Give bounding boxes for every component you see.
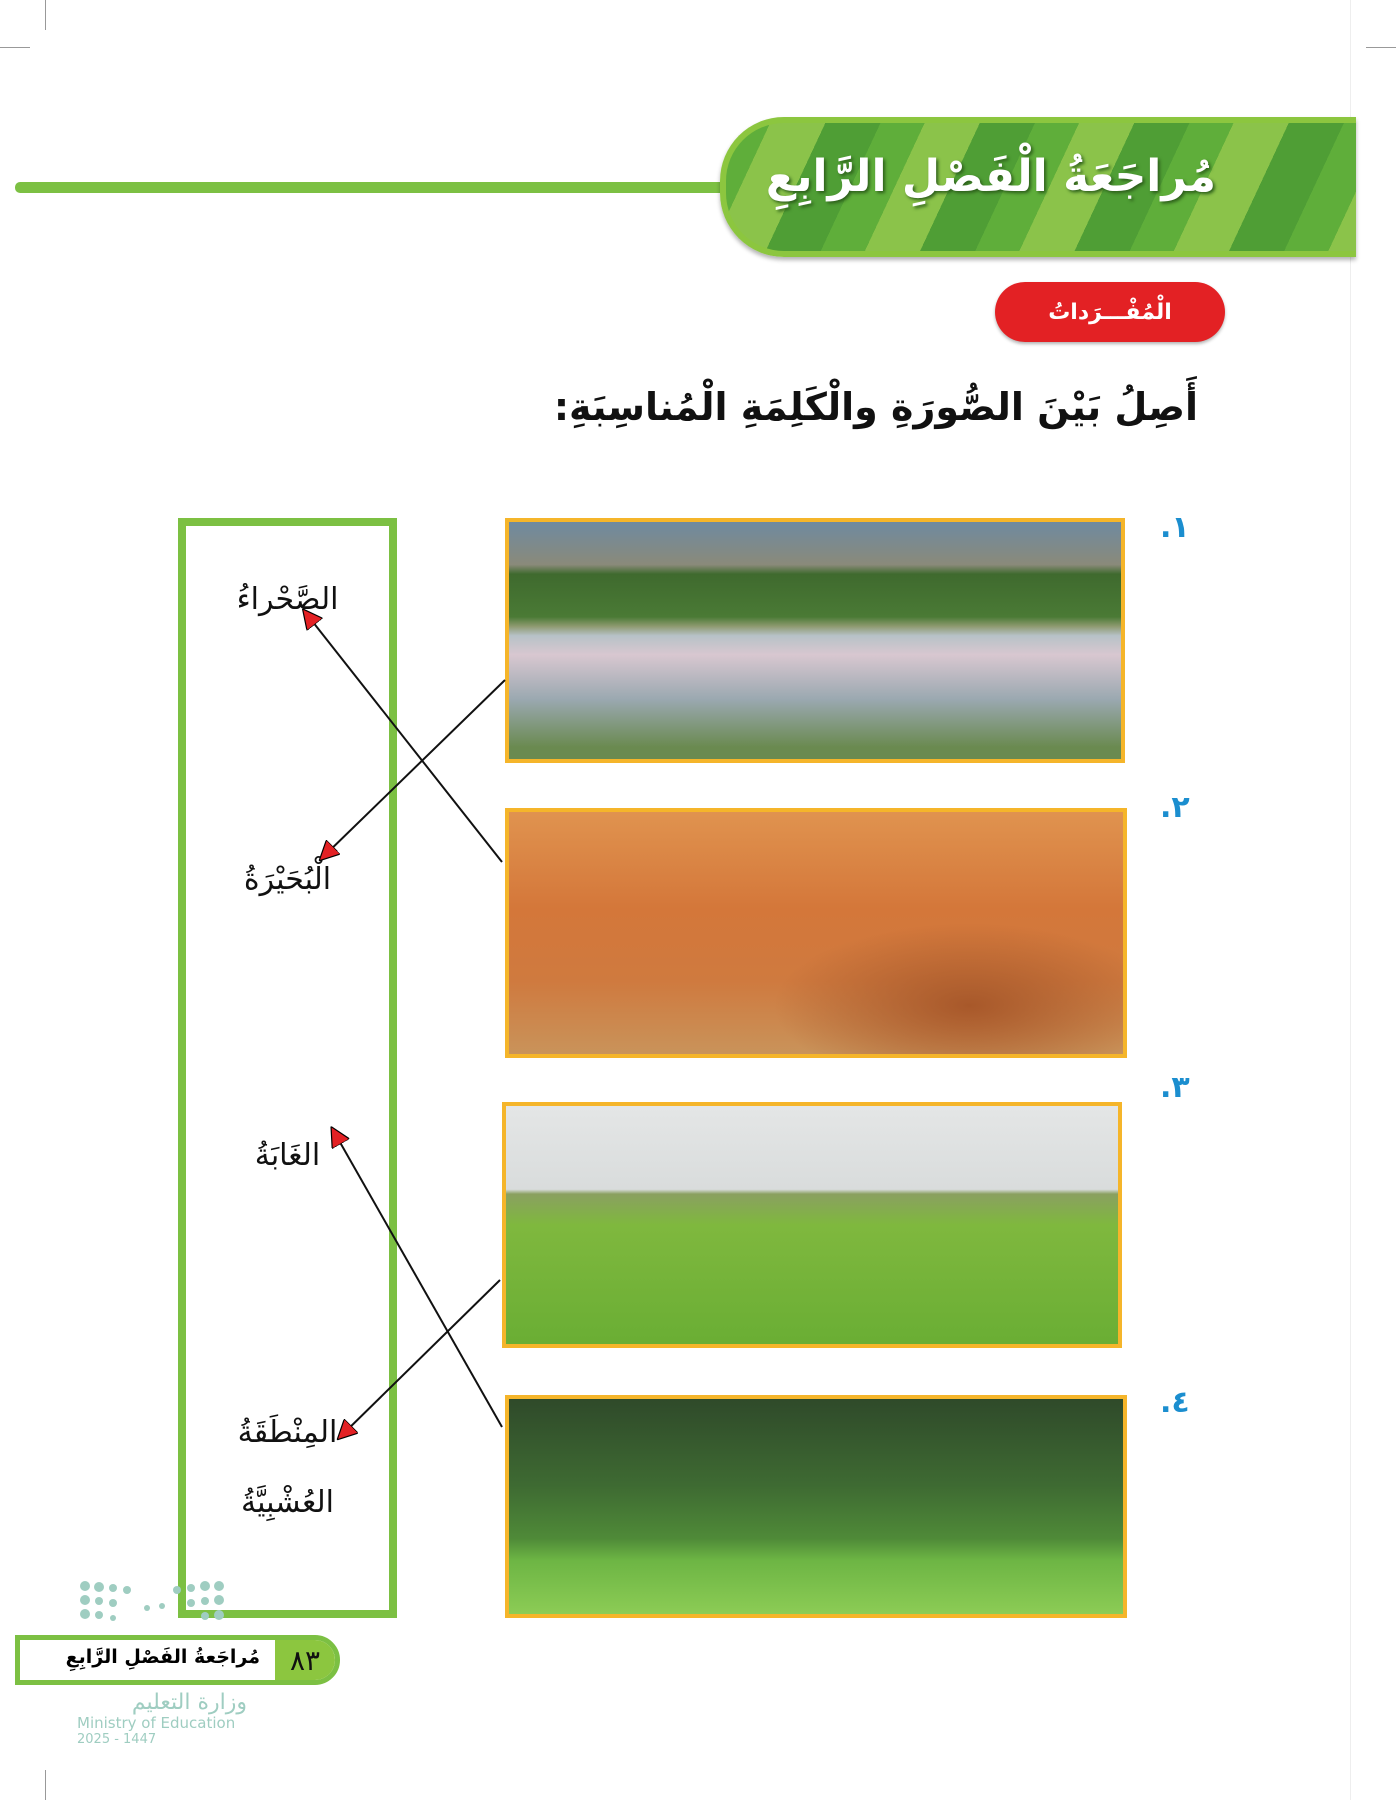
item-number: ٣. [1160,1070,1190,1105]
page-footer [15,1635,340,1685]
arrow-forest [333,1130,502,1427]
ministry-logo [77,1578,247,1637]
word-forest[interactable]: الغَابَةُ [254,1138,321,1173]
word-grassland-1[interactable]: المِنْطَقَةُ [237,1415,338,1450]
ministry-english: Ministry of Education [77,1714,236,1733]
ministry-year: 2025 - 1447 [77,1731,157,1747]
item-number: ٤. [1160,1385,1190,1420]
page-number: ٨٣ [270,1640,335,1680]
instruction-text: أَصِلُ بَيْنَ الصُّورَةِ والْكَلِمَةِ الْمُناسِبَةِ: [553,385,1198,429]
word-grassland-2[interactable]: العُشْبِيَّةُ [241,1485,334,1520]
ministry-watermark [77,1690,247,1747]
word-desert[interactable]: الصَّحْراءُ [236,582,339,617]
section-badge: الْمُفْـــرَداتُ [995,282,1225,342]
word-lake[interactable]: الْبُحَيْرَةُ [243,862,332,897]
ministry-arabic: وزارة التعليم [131,1690,247,1715]
page-title: مُراجَعَةُ الْفَصْلِ الرَّابِعِ [765,151,1216,202]
item-number: ١. [1160,510,1190,545]
arrow-grassland [340,1280,500,1437]
arrow-desert [305,612,502,862]
footer-title: مُراجَعةُ الفَصْلِ الرَّابِعِ [65,1646,260,1668]
ministry-logo-dots [77,1578,247,1633]
item-number: ٢. [1160,790,1190,825]
